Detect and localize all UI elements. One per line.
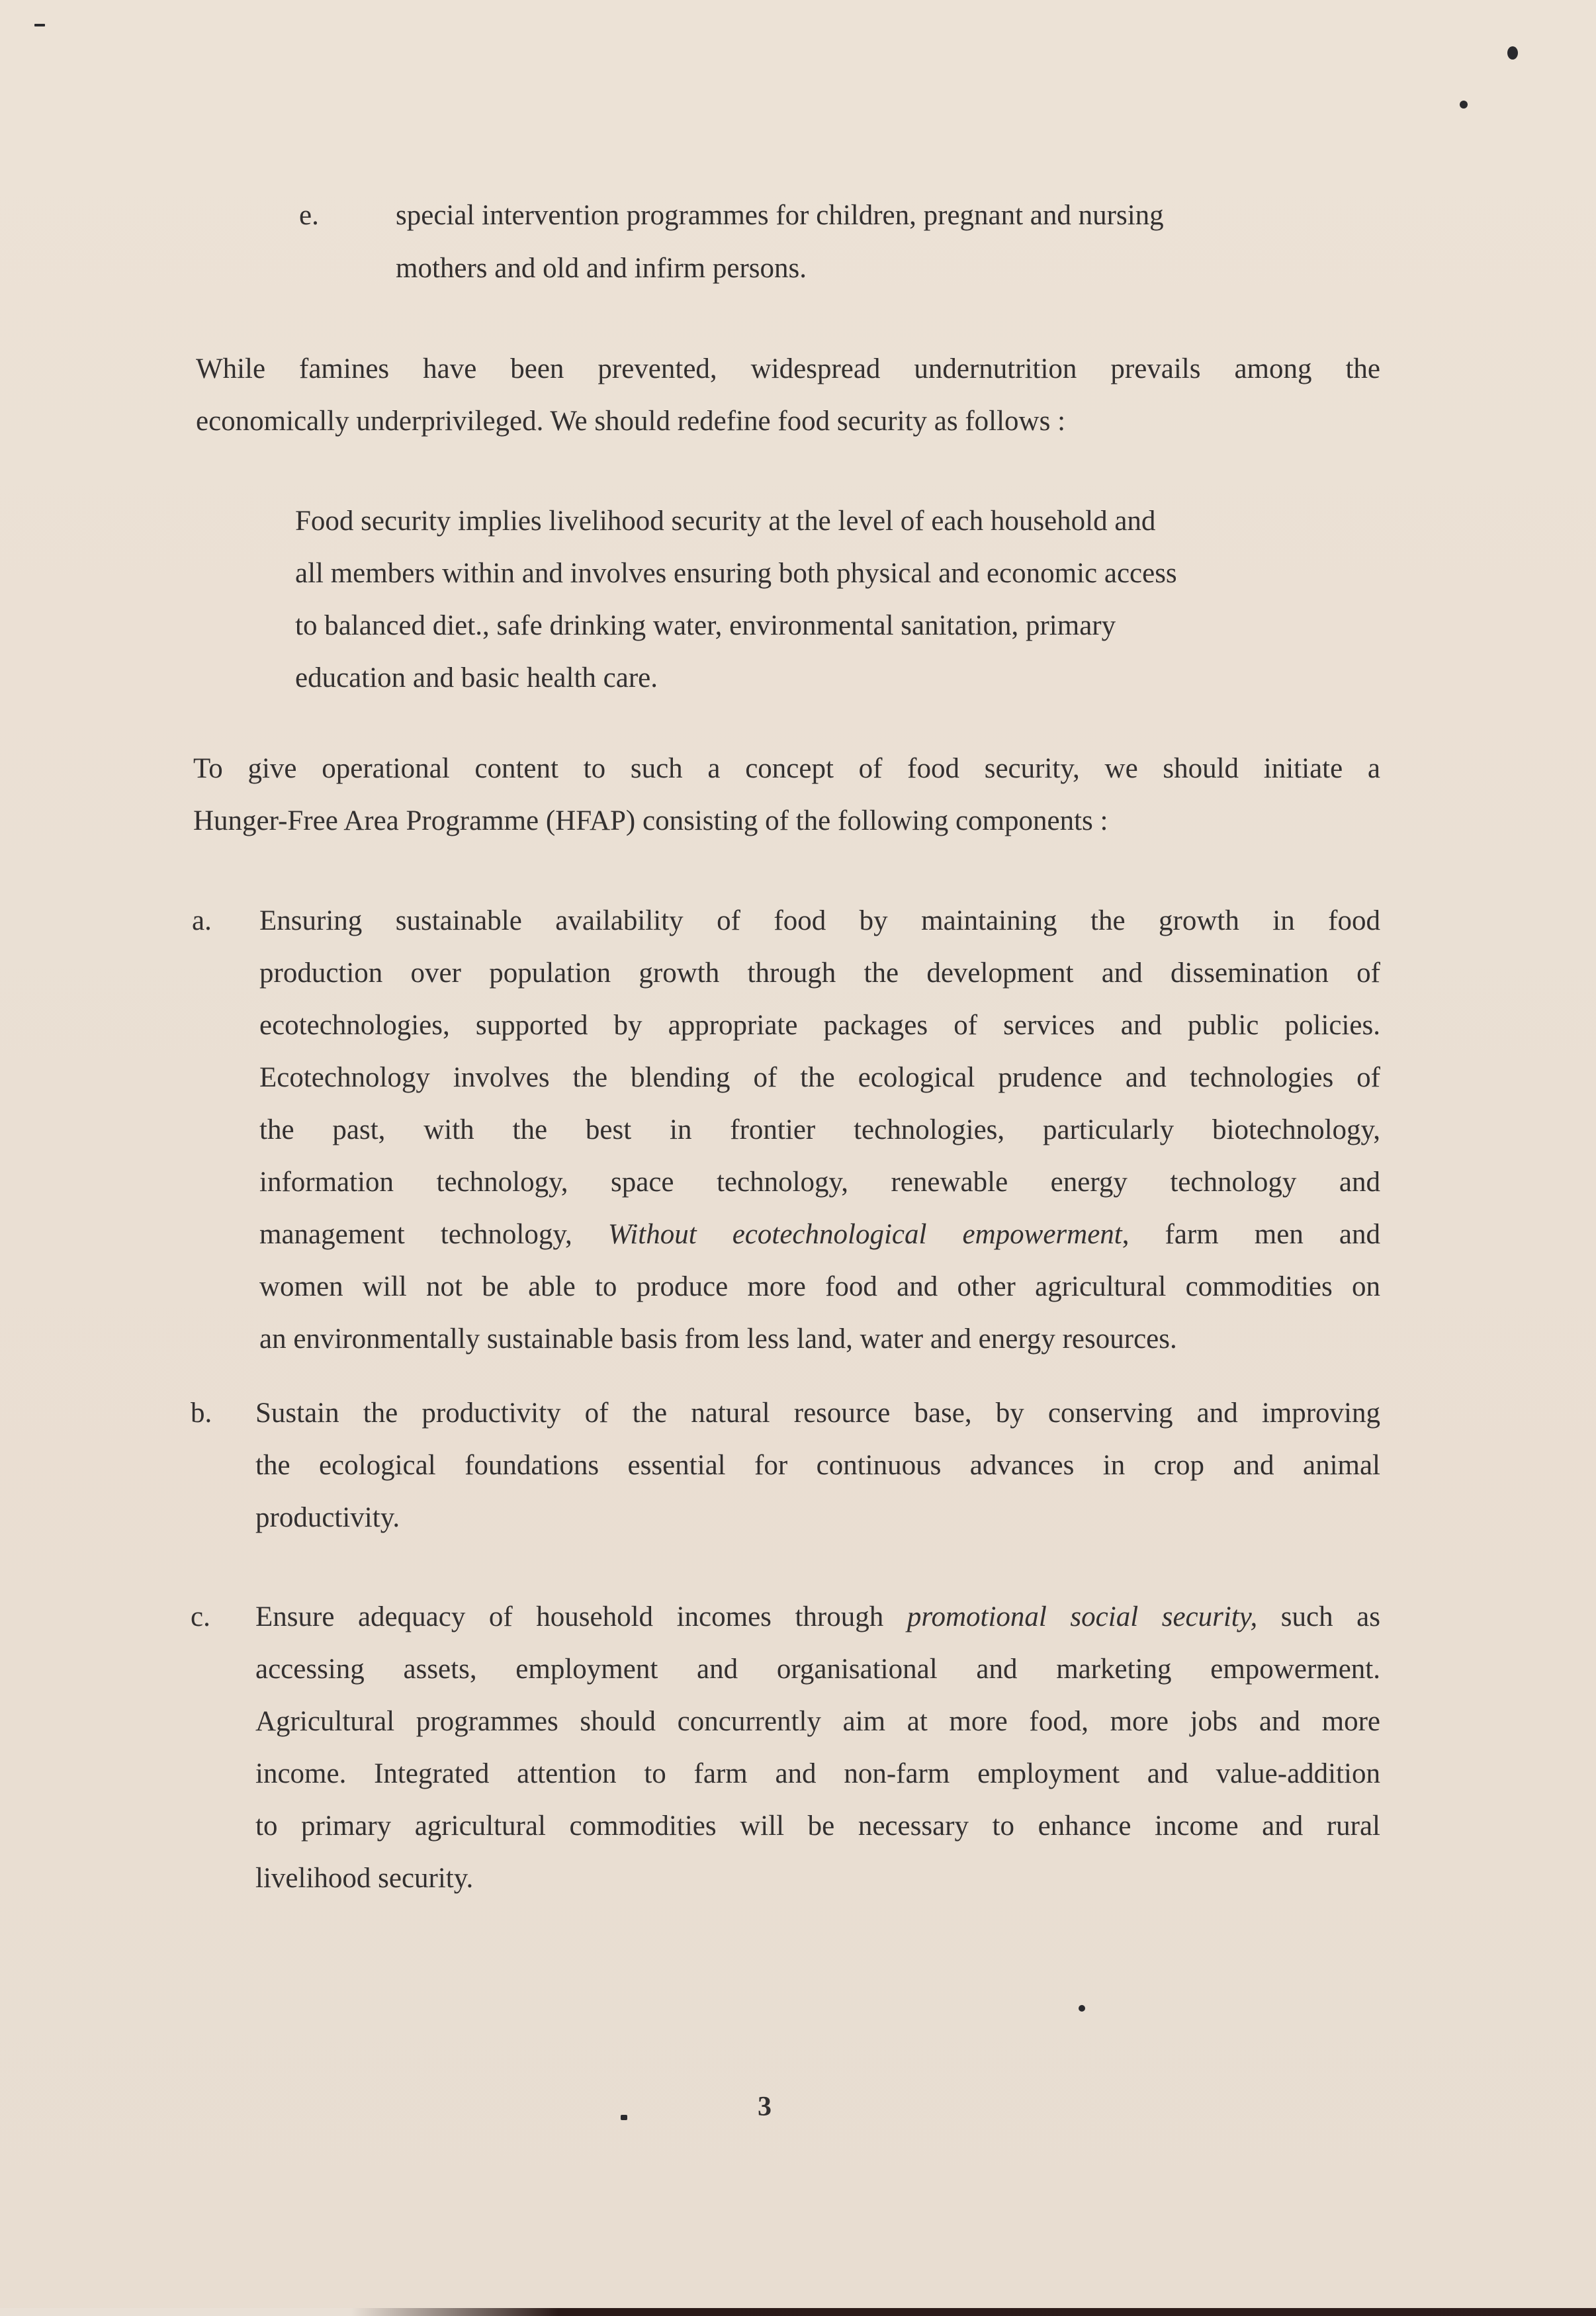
item-c-line: income. Integrated attention to farm and non-farm employment and value-addition — [255, 1758, 1380, 1789]
ink-speck — [1507, 46, 1518, 60]
item-a-line: women will not be able to produce more food and other agricultural commodities on — [259, 1271, 1380, 1302]
item-a-text — [259, 895, 1380, 1365]
list-label-c: c. — [191, 1601, 210, 1632]
ink-speck — [1079, 2005, 1085, 2012]
item-e-line: mothers and old and infirm persons. — [396, 253, 807, 284]
paragraph-line: While famines have been prevented, widespread undernutrition prevails among the — [196, 353, 1380, 384]
definition-line: all members within and involves ensuring both physical and economic access — [295, 558, 1177, 589]
item-b-line: productivity. — [255, 1502, 400, 1533]
text-run: Ensure adequacy of household incomes through — [255, 1601, 907, 1632]
scan-edge — [0, 2308, 1596, 2316]
item-a-line: Ensuring sustainable availability of food by maintaining the growth in food — [259, 905, 1380, 936]
page-number: 3 — [758, 2092, 772, 2122]
definition-line: education and basic health care. — [295, 662, 658, 693]
definition-line: to balanced diet., safe drinking water, environmental sanitation, primary — [295, 610, 1116, 641]
item-c-line: to primary agricultural commodities will be necessary to enhance income and rural — [255, 1810, 1380, 1842]
ink-speck — [1460, 101, 1468, 109]
text-run: such as — [1257, 1601, 1380, 1632]
item-c-line-emphasis — [255, 1591, 1380, 1643]
text-run: , farm men and — [1122, 1219, 1380, 1250]
paragraph-line: Hunger-Free Area Programme (HFAP) consisting of the following components : — [193, 805, 1108, 836]
paragraph-line: economically underprivileged. We should redefine food security as follows : — [196, 406, 1066, 437]
italic-emphasis: promotional social security, — [907, 1601, 1258, 1632]
food-security-definition — [295, 495, 1354, 704]
item-a-line: an environmentally sustainable basis from less land, water and energy resources. — [259, 1323, 1177, 1355]
item-b-line: the ecological foundations essential for continuous advances in crop and animal — [255, 1450, 1380, 1481]
item-b-line: Sustain the productivity of the natural resource base, by conserving and improving — [255, 1398, 1380, 1429]
item-e-line: special intervention programmes for children, pregnant and nursing — [396, 200, 1164, 231]
paragraph-line: To give operational content to such a concept of food security, we should initiate a — [193, 753, 1380, 784]
item-a-line: Ecotechnology involves the blending of the ecological prudence and technologies of — [259, 1062, 1380, 1093]
ink-speck — [621, 2115, 627, 2120]
item-a-line: production over population growth through the development and dissemination of — [259, 958, 1380, 989]
item-a-line: ecotechnologies, supported by appropriate packages of services and public policies. — [259, 1010, 1380, 1041]
item-b-text — [255, 1387, 1380, 1544]
ink-speck — [34, 24, 45, 26]
item-c-line: livelihood security. — [255, 1863, 474, 1894]
definition-line: Food security implies livelihood security at the level of each household and — [295, 506, 1156, 537]
paragraph-hfap — [193, 742, 1380, 847]
item-a-line: information technology, space technology, renewable energy technology and — [259, 1167, 1380, 1198]
item-c-line: Agricultural programmes should concurrently aim at more food, more jobs and more — [255, 1706, 1380, 1737]
italic-emphasis: Without ecotechnological empowerment — [607, 1219, 1122, 1250]
item-a-line-emphasis — [259, 1208, 1380, 1261]
item-c-text — [255, 1591, 1380, 1904]
list-label-a: a. — [192, 905, 212, 936]
list-label-b: b. — [191, 1398, 212, 1429]
item-a-line: the past, with the best in frontier technologies, particularly biotechnology, — [259, 1114, 1380, 1145]
list-label-e: e. — [299, 200, 319, 231]
item-c-line: accessing assets, employment and organisational and marketing empowerment. — [255, 1654, 1380, 1685]
paragraph-famines — [196, 343, 1380, 447]
text-run: management technology, — [259, 1219, 608, 1250]
